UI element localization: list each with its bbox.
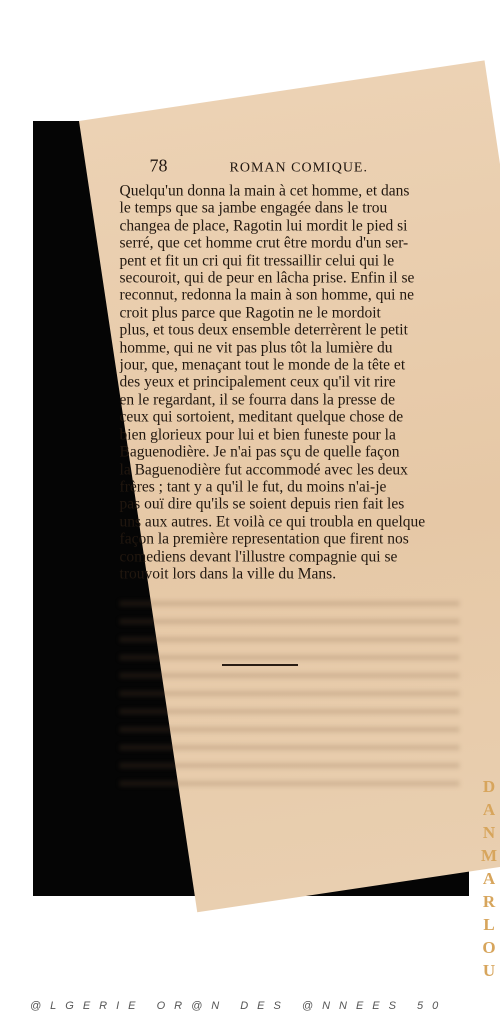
page-header: [150, 155, 460, 176]
body-line: façon la première representation que firent nos: [119, 530, 409, 548]
running-title: ROMAN COMIQUE.: [229, 160, 368, 176]
body-line: homme, qui ne vit pas plus tôt la lumière du: [119, 339, 393, 357]
body-line: pent et fit un cri qui fit tressaillir celui qui le: [119, 252, 395, 270]
body-line: trouvoit lors dans la ville du Mans.: [119, 565, 337, 583]
body-line: jour, que, menaçant tout le monde de la tête et: [119, 356, 406, 374]
body-line: plus, et tous deux ensemble deterrèrent le petit: [119, 321, 408, 339]
body-line: secouroit, qui de peur en lâcha prise. Enfin il se: [119, 269, 415, 287]
page-number: 78: [149, 155, 168, 176]
body-line: comediens devant l'illustre compagnie qui se: [119, 547, 398, 565]
watermark-footer: @LGERIE OR@N DES @NNEES 50: [30, 1000, 448, 1012]
body-line: bien glorieux pour lui et bien funeste pour la: [119, 426, 396, 444]
text-block: [120, 155, 460, 790]
body-line: croit plus parce que Ragotin ne le mordoit: [119, 304, 381, 322]
watermark-vertical: DANMARLOU: [480, 777, 498, 980]
body-line: uns aux autres. Et voilà ce qui troubla en quelque: [119, 513, 426, 531]
body-line: Quelqu'un donna la main à cet homme, et dans: [119, 182, 410, 200]
body-line: changea de place, Ragotin lui mordit le pied si: [119, 217, 408, 235]
body-line: Baguenodière. Je n'ai pas sçu de quelle façon: [119, 443, 400, 461]
body-line: serré, que cet homme crut être mordu d'un ser-: [119, 234, 409, 252]
body-line: frères ; tant y a qu'il le fut, du moins n'ai-je: [119, 478, 387, 496]
body-line: ceux qui sortoient, meditant quelque chose de: [119, 408, 404, 426]
body-line: en le regardant, il se fourra dans la presse de: [119, 391, 395, 409]
body-line: des yeux et principalement ceux qu'il vit rire: [119, 373, 396, 391]
body-line: le temps que sa jambe engagée dans le trou: [119, 199, 388, 217]
body-line: reconnut, redonna la main à son homme, qui ne: [119, 286, 414, 304]
scan-frame: [33, 121, 469, 896]
bleed-through-text: [120, 601, 460, 791]
body-line: la Baguenodière fut accommodé avec les deux: [119, 460, 408, 478]
body-line: pas ouï dire qu'ils se soient depuis rien fait les: [119, 495, 405, 513]
section-rule: [222, 664, 298, 666]
body-text: [120, 182, 460, 582]
book-page: [79, 60, 500, 912]
